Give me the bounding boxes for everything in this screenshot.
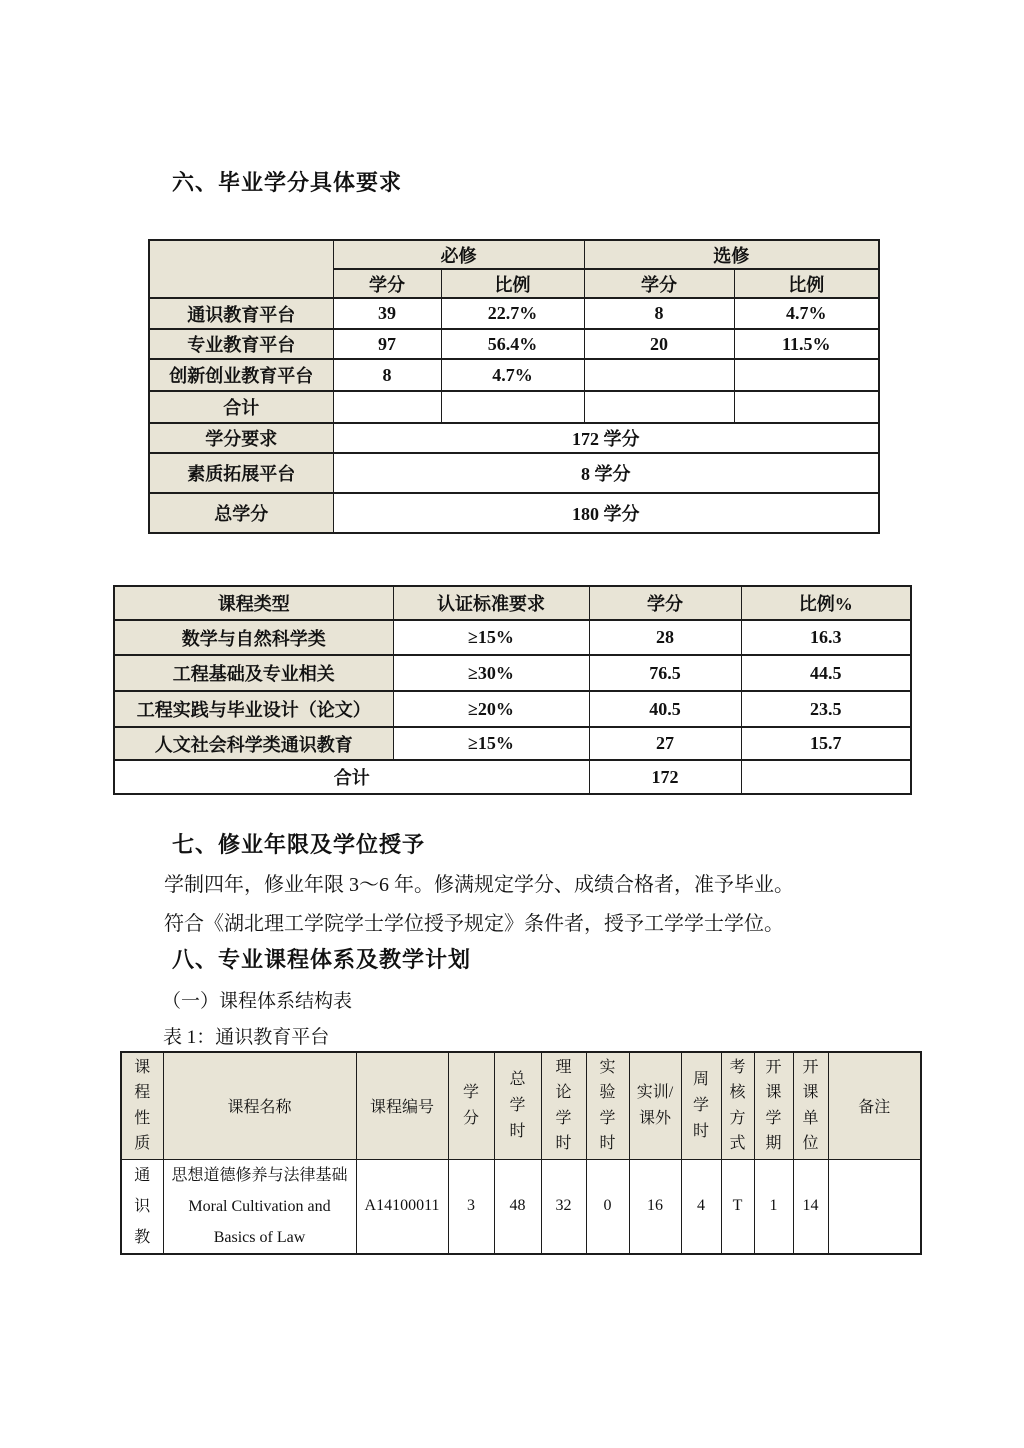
cell-exp-hours: 0 bbox=[586, 1159, 629, 1254]
table-row bbox=[114, 655, 911, 691]
section-6-heading: 六、毕业学分具体要求 bbox=[172, 170, 403, 195]
cell-standard: ≥15% bbox=[393, 727, 589, 760]
row-label: 专业教育平台 bbox=[149, 329, 333, 359]
header-practice-hours: 实训/课外 bbox=[629, 1052, 681, 1159]
cell-req-pct bbox=[441, 391, 584, 423]
summary-value: 180 学分 bbox=[333, 493, 879, 533]
header-credits: 学分 bbox=[448, 1052, 494, 1159]
header-credits: 学分 bbox=[589, 586, 741, 620]
header-course-name: 课程名称 bbox=[163, 1052, 356, 1159]
subsection-heading: （一）课程体系结构表 bbox=[162, 991, 353, 1012]
cell-course-code: A14100011 bbox=[356, 1159, 448, 1254]
header-semester: 开课学期 bbox=[754, 1052, 793, 1159]
header-exp-hours: 实验学时 bbox=[586, 1052, 629, 1159]
table-row bbox=[149, 359, 879, 391]
header-standard: 认证标准要求 bbox=[393, 586, 589, 620]
accreditation-standards-table bbox=[113, 585, 912, 795]
cell-standard: ≥15% bbox=[393, 620, 589, 655]
credit-requirements-table bbox=[148, 239, 880, 534]
row-label: 学分要求 bbox=[149, 423, 333, 453]
header-unit: 开课单位 bbox=[793, 1052, 828, 1159]
header-course-type: 课程类型 bbox=[114, 586, 393, 620]
cell-semester: 1 bbox=[754, 1159, 793, 1254]
cell-standard: ≥30% bbox=[393, 655, 589, 691]
table-row bbox=[149, 493, 879, 533]
summary-value: 172 学分 bbox=[333, 423, 879, 453]
cell-req-pct: 22.7% bbox=[441, 298, 584, 329]
row-label: 素质拓展平台 bbox=[149, 453, 333, 493]
cell-unit: 14 bbox=[793, 1159, 828, 1254]
cell-credits: 28 bbox=[589, 620, 741, 655]
degree-paragraph-2: 符合《湖北理工学院学士学位授予规定》条件者，授予工学学士学位。 bbox=[164, 913, 784, 935]
cell-weekly-hours: 4 bbox=[681, 1159, 721, 1254]
table-row bbox=[149, 453, 879, 493]
row-label: 工程基础及专业相关 bbox=[114, 655, 393, 691]
cell-note bbox=[828, 1159, 921, 1254]
subheader-pct: 比例 bbox=[441, 269, 584, 298]
header-theory-hours: 理论学时 bbox=[541, 1052, 586, 1159]
section-7-heading: 七、修业年限及学位授予 bbox=[172, 832, 426, 857]
cell-total-hours: 48 bbox=[494, 1159, 541, 1254]
table-row bbox=[114, 691, 911, 727]
table-1-caption: 表 1：通识教育平台 bbox=[163, 1027, 330, 1048]
cell-elec-pct bbox=[734, 359, 879, 391]
cell-elec-credits bbox=[584, 359, 734, 391]
table-row bbox=[149, 329, 879, 359]
total-label: 合计 bbox=[114, 760, 589, 794]
header-course-nature: 课程性质 bbox=[121, 1052, 163, 1159]
table-row bbox=[149, 391, 879, 423]
header-assessment: 考核方式 bbox=[721, 1052, 754, 1159]
cell-req-credits bbox=[333, 391, 441, 423]
cell-assessment: T bbox=[721, 1159, 754, 1254]
cell-elec-credits: 20 bbox=[584, 329, 734, 359]
row-label: 合计 bbox=[149, 391, 333, 423]
row-label: 总学分 bbox=[149, 493, 333, 533]
header-note: 备注 bbox=[828, 1052, 921, 1159]
col-group-elective: 选修 bbox=[584, 240, 879, 269]
cell-elec-pct bbox=[734, 391, 879, 423]
subheader-credits: 学分 bbox=[333, 269, 441, 298]
row-label: 人文社会科学类通识教育 bbox=[114, 727, 393, 760]
table-row bbox=[149, 423, 879, 453]
cell-pct: 15.7 bbox=[741, 727, 911, 760]
header-total-hours: 总学时 bbox=[494, 1052, 541, 1159]
cell-pct: 16.3 bbox=[741, 620, 911, 655]
cell-theory-hours: 32 bbox=[541, 1159, 586, 1254]
col-group-required: 必修 bbox=[333, 240, 584, 269]
header-course-code: 课程编号 bbox=[356, 1052, 448, 1159]
total-pct bbox=[741, 760, 911, 794]
row-label: 工程实践与毕业设计（论文） bbox=[114, 691, 393, 727]
table-row bbox=[149, 298, 879, 329]
table-row bbox=[114, 620, 911, 655]
row-label: 创新创业教育平台 bbox=[149, 359, 333, 391]
degree-paragraph-1: 学制四年，修业年限 3～6 年。修满规定学分、成绩合格者，准予毕业。 bbox=[164, 874, 794, 896]
cell-req-credits: 8 bbox=[333, 359, 441, 391]
total-credits: 172 bbox=[589, 760, 741, 794]
cell-elec-pct: 11.5% bbox=[734, 329, 879, 359]
cell-elec-credits bbox=[584, 391, 734, 423]
section-8-heading: 八、专业课程体系及教学计划 bbox=[172, 947, 472, 972]
table-row bbox=[114, 727, 911, 760]
general-education-course-table bbox=[120, 1051, 922, 1255]
cell-standard: ≥20% bbox=[393, 691, 589, 727]
summary-value: 8 学分 bbox=[333, 453, 879, 493]
cell-elec-pct: 4.7% bbox=[734, 298, 879, 329]
cell-req-pct: 4.7% bbox=[441, 359, 584, 391]
cell-practice-hours: 16 bbox=[629, 1159, 681, 1254]
cell-req-credits: 97 bbox=[333, 329, 441, 359]
header-weekly-hours: 周学时 bbox=[681, 1052, 721, 1159]
cell-credits: 40.5 bbox=[589, 691, 741, 727]
subheader-pct: 比例 bbox=[734, 269, 879, 298]
cell-category: 通识教 bbox=[121, 1159, 163, 1254]
cell-credits: 3 bbox=[448, 1159, 494, 1254]
cell-elec-credits: 8 bbox=[584, 298, 734, 329]
cell-pct: 23.5 bbox=[741, 691, 911, 727]
cell-req-pct: 56.4% bbox=[441, 329, 584, 359]
corner-empty-cell bbox=[149, 240, 333, 298]
cell-req-credits: 39 bbox=[333, 298, 441, 329]
row-label: 通识教育平台 bbox=[149, 298, 333, 329]
cell-credits: 27 bbox=[589, 727, 741, 760]
cell-course-name: 思想道德修养与法律基础 Moral Cultivation and Basics of Law bbox=[163, 1159, 356, 1254]
table-row bbox=[114, 760, 911, 794]
cell-credits: 76.5 bbox=[589, 655, 741, 691]
subheader-credits: 学分 bbox=[584, 269, 734, 298]
cell-pct: 44.5 bbox=[741, 655, 911, 691]
row-label: 数学与自然科学类 bbox=[114, 620, 393, 655]
header-pct: 比例% bbox=[741, 586, 911, 620]
course-row bbox=[121, 1159, 921, 1254]
